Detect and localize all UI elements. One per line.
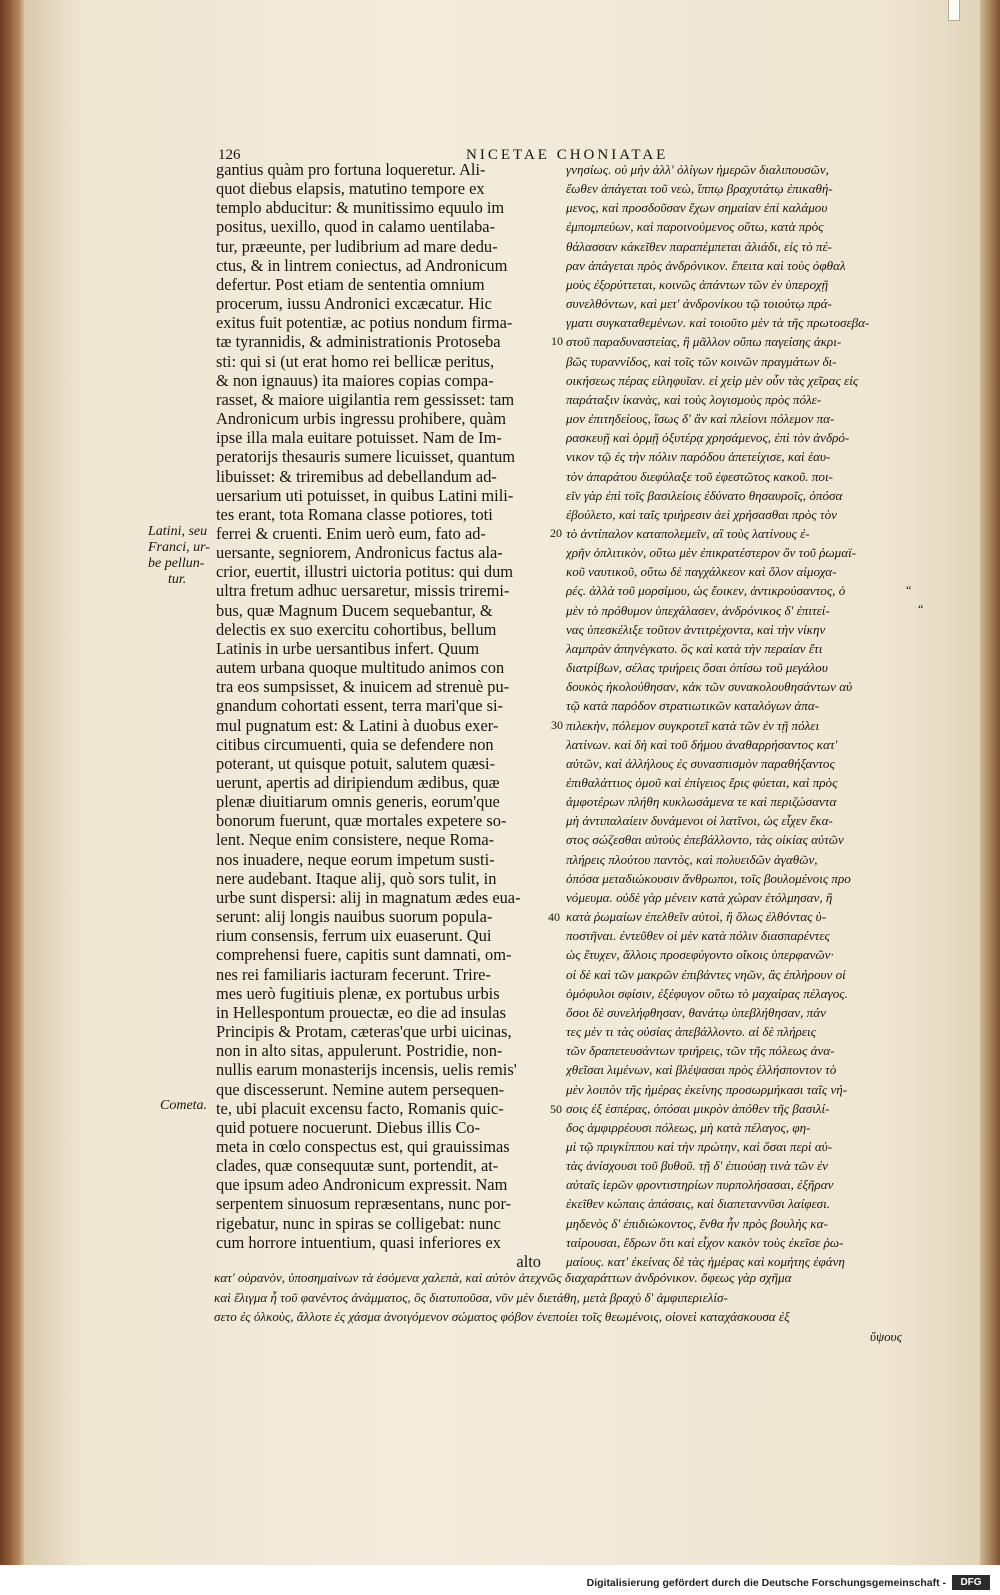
text-line: τὰς ἀνίσχουσι τοῦ βυθοῦ. τῇ δ' ἐπιούσῃ τινὰ τῶν ἐν [566, 1158, 828, 1174]
text-line: πιλεκὴν, πόλεμον συγκροτεῖ κατὰ τῶν ἐν τῇ πόλει [566, 717, 820, 733]
text-line: ultra fretum adhuc uersaretur, missis triremi- [216, 581, 510, 601]
text-line: εῖν γὰρ ἐπὶ τοῖς βασιλείοις ἐδύνατο θησαυροῖς, ὁπόσα [566, 487, 843, 503]
text-line: nullis earum monasterijs incensis, uelis remis' [216, 1060, 517, 1080]
text-line: rigebatur, nunc in spiras se colligebat: nunc [216, 1213, 501, 1233]
text-line: χθεῖσαι λιμένων, καὶ βλέψασαι πρὸς ἑλλήσποντον τὸ [566, 1062, 837, 1078]
text-line: ὁπόσα μεταδιώκουσιν ἄνθρωποι, τοῖς βουλομένοις προ [566, 870, 851, 886]
line-number: 30 [551, 718, 563, 732]
quote-mark: “ [918, 602, 924, 616]
text-line: μον ἐπιτηδείους, ἴσως δ' ἂν καὶ πλείονι πόλεμον πα- [566, 411, 835, 427]
margin-note-cometa: Cometa. [160, 1098, 208, 1113]
text-line: νόμευμα. οὐδὲ γὰρ μένειν κατὰ χώραν ἐτόλμησαν, ἢ [566, 889, 833, 905]
text-line: & non ignauus) ita maiores copias compa- [216, 370, 494, 390]
greek-column [566, 160, 902, 1270]
text-line: cum horrore intuentium, quasi inferiores ex [216, 1232, 501, 1252]
text-line: στος σώζεσθαι αὐτοὺς ἐπεβάλλοντο, τὰς οἰκίας αὐτῶν [566, 832, 844, 848]
latin-column [216, 160, 551, 1280]
text-line: ἐπιθαλάττιος ὁμοῦ καὶ ἐπίγειος ἔρις φύεται, καὶ πρὸς [566, 775, 838, 790]
text-line: θάλασσαν κάκεῖθεν παραπέμπεται ἀλιάδι, εἰς τὸ πέ- [566, 238, 833, 254]
text-line: γματι συγκαταθεμένων. καὶ τοιοῦτο μὲν τὰ τῆς πρωτοσεβα- [566, 315, 870, 331]
text-line: ἐμπομπεύων, καὶ παροινούμενος οὕτω, κατὰ πρὸς [566, 219, 824, 235]
book-spine [0, 0, 24, 1565]
text-line: ραν ἀπάγεται πρὸς ἀνδρόνικον. ἔπειτα καὶ τοὺς ὀφθαλ [566, 257, 846, 273]
footer-credit: Digitalisierung gefördert durch die Deutsche Forschungsgemeinschaft - [586, 1577, 946, 1589]
text-line: ρασκευῇ καὶ ὁρμῇ ὀξυτέρᾳ χρησάμενος, ἐπὶ τὸν ἀνδρό- [566, 430, 850, 446]
text-line: ctus, & in lintrem coniectus, ad Andronicum [216, 255, 508, 275]
text-line: βῶς τυραννίδος, καὶ τοῖς τῶν κοινῶν πραγμάτων δι- [566, 353, 837, 369]
text-line: ἀμφοτέρων πλήθη κυκλωσάμενα τε καὶ περιζώσαντα [566, 794, 837, 810]
text-line: defertur. Post etiam de sententia omnium [216, 274, 485, 294]
text-line: αὐτῶν, καὶ ἀλλήλους ἐς συνασπισμὸν παραθήξαντος [566, 755, 835, 771]
text-line: in Hellespontum prouectæ, eo die ad insulas [216, 1002, 506, 1022]
text-line: delectis ex suo exercitu cohortibus, bellum [216, 619, 497, 639]
text-line: positus, uexillo, quod in calamo uentilaba- [216, 217, 496, 237]
text-line: quot diebus elapsis, matutino tempore ex [216, 179, 485, 199]
text-line: κατὰ ῥωμαίων ἐπελθεῖν αὐτοὶ, ἢ ὅλως ἐλθόντας ὑ- [566, 909, 827, 925]
text-line: στοῦ παραδυναστείας, ἢ μᾶλλον οὔπω παγείσης ἀκρι- [566, 334, 842, 350]
text-line: γνησίως. οὐ μὴν ἀλλ' ὀλίγων ἡμερῶν διαλιπουσῶν, [566, 162, 829, 177]
text-line: σετο ἐς ὁλκοὺς, ἄλλοτε ἐς χάσμα ἀνοιγόμενον σώματος φόβον ἐνεποίει τοῖς θεωμένοις, οἱονεὶ καταχάσκουσα ἐξ [214, 1309, 790, 1324]
text-line: rasset, & maiore uigilantia rem gessisset: tam [216, 389, 515, 409]
text-line: μενος, καὶ προσδοῦσαν ἔχων σημαίαν ἐπὶ καλάμου [566, 200, 828, 216]
text-line: serpentem sinuosum repræsentans, nunc por- [216, 1194, 512, 1214]
text-line: quid potuere nocuerunt. Diebus illis Co- [216, 1117, 481, 1137]
running-title: NICETAE CHONIATAE [466, 147, 669, 163]
text-line: μοὺς ἐξορύττεται, κοινῶς ἁπάντων τῶν ἐν ὑπεροχῇ [566, 276, 829, 292]
text-line: meta in cœlo conspectus est, qui grauissimas [216, 1136, 510, 1156]
text-line: αὐταῖς ἱερῶν φροντιστηρίων πυρπολήσασαι, ἐξῆραν [566, 1177, 834, 1193]
page-edge [980, 0, 1000, 1565]
text-line: uerunt, apertis ad diripiendum ædibus, quæ [216, 773, 500, 792]
text-line: sti: qui si (ut erat homo rei bellicæ peritus, [216, 351, 495, 371]
text-line: clades, quæ consequutæ sunt, portendit, at- [216, 1156, 499, 1176]
line-number: 10 [551, 334, 563, 348]
text-line: ἐκεῖθεν κώπαις ἁπάσαις, καὶ διαπεταννῦσι λαίφεσι. [566, 1196, 831, 1212]
line-number: 20 [550, 526, 562, 540]
text-line: libuisset: & triremibus ad debellandum ad- [216, 466, 497, 486]
text-line: bonorum fuerunt, quæ mortales expetere so- [216, 811, 507, 831]
text-line: plenæ diuitiarum omnis generis, eorum'que [216, 792, 500, 812]
text-line: κατ' οὐρανὸν, ὑποσημαίνων τὰ ἐσόμενα χαλεπὰ, καὶ αὐτὸν ἀτεχνῶς διαχαράττων ἀνδρόνικον. ὄφεως γὰρ σχῆμα [214, 1270, 792, 1285]
text-line: uersarium uti potuisset, in quibus Latini mili- [216, 485, 514, 505]
line-number: 40 [548, 910, 560, 924]
text-line: procerum, iussu Andronici excæcatur. Hic [216, 294, 492, 314]
text-line: ταίρουσαι, ἔδρων ὅτι καὶ εἶχον κακὸν τοὺς ἐκεῖσε ῥω- [566, 1234, 844, 1250]
text-line: μὴ ἀντιπαλαίειν δυνάμενοι οἱ λατῖνοι, ὡς εἶχεν ἕκα- [566, 813, 833, 829]
quote-mark: “ [906, 583, 912, 597]
text-line: non in alto sitas, appulerunt. Postridie, non- [216, 1041, 503, 1061]
text-line: tes erant, tota Romana classe potiores, toti [216, 504, 493, 524]
page-marker-tab [948, 0, 960, 21]
dfg-logo: DFG [952, 1575, 990, 1590]
text-line: τες μὲν τι τὰς οὐσίας ἀπεβάλλοντο. αἱ δὲ πλήρεις [566, 1024, 816, 1040]
text-line: ρές. ἀλλὰ τοῦ μορσίμου, ὡς ἔοικεν, ἀντικρούσαντος, ὁ [566, 583, 846, 599]
text-line: Principis & Protam, cæteras'que urbi uicinas, [216, 1022, 512, 1042]
text-line: δουκὸς ἠκολούθησαν, κἀκ τῶν συνακολουθησάντων αὐ [566, 679, 853, 695]
text-line: rium consensis, ferrum uix euaserunt. Qui [216, 926, 492, 946]
text-line: μὲν λοιπὸν τῆς ἡμέρας ἐκείνης προσωρμήκασι ταῖς νή- [566, 1081, 848, 1097]
text-line: τὸν ἀπαράτου διεφύλαξε τοῦ ἐφεστῶτος κακοῦ. ποι- [566, 468, 833, 484]
text-line: lent. Neque enim consistere, neque Roma- [216, 830, 495, 850]
text-line: μαίους. κατ' ἐκείνας δὲ τὰς ἡμέρας καὶ κομήτης ἐφάνη [566, 1253, 845, 1269]
text-line: καὶ ἕλιγμα ἦ τοῦ φανέντος ἀνάμματος, ὃς διατυποῦσα, νῦν μὲν διετάθη, μετὰ βραχὺ δ' ἀμφιπεριελίσ- [214, 1289, 728, 1305]
text-line: νας ὑπεσκέλιξε τοῦτον ἀντιτρέχοντα, καὶ τὴν νίκην [566, 621, 826, 637]
text-line: κοῦ ναυτικοῦ, οὕτω δὲ παγχάλκεον καὶ ὅλον αἱμοχα- [566, 564, 837, 580]
text-line: παράταξιν ἱκανὰς, καὶ τοὺς λογισμοὺς πρὸς πόλε- [566, 391, 822, 407]
text-line: peratorijs thesauris sumere licuisset, quantum [216, 447, 516, 467]
text-line: poterant, ut quisque potuit, salutem quæsi- [216, 753, 496, 773]
text-line: alto [516, 1251, 541, 1271]
text-line: que discesserunt. Nemine autem persequen- [216, 1079, 505, 1099]
text-line: Andronicum urbis ingressu prohibere, quàm [216, 409, 506, 429]
text-line: bus, quæ Magnum Ducem sequebantur, & [216, 600, 493, 620]
text-line: comprehensi fuere, capitis sunt damnati, om- [216, 945, 512, 965]
line-number: 50 [550, 1102, 562, 1116]
text-line: οικήσεως πέρας εἰληφυῖαν. εἰ χεὶρ μὲν οὖν τὰς χεῖρας εἰς [566, 372, 859, 388]
text-line: μηδενὸς δ' ἐπιδιώκοντος, ἔνθα ἦν πρὸς βουλὴς κα- [566, 1215, 828, 1231]
text-line: ποστῆναι. ἐντεῦθεν οἱ μὲν κατὰ πόλιν διασπαρέντες [566, 928, 830, 944]
text-line: que ipsum adeo Andronicum expressit. Nam [216, 1175, 508, 1195]
text-line: mul pugnatum est: & Latini à duobus exer- [216, 715, 499, 735]
text-line: ὕψους [869, 1328, 902, 1344]
text-line: mes uerò fugitiuis plenæ, ex portubus urbis [216, 983, 500, 1003]
text-line: πλήρεις πλούτου παντὸς, καὶ πολυειδῶν ἀγαθῶν, [566, 851, 818, 867]
text-line: nere audebant. Itaque alij, quò sors tulit, in [216, 868, 497, 888]
text-line: crior, euertit, illustri uictoria potitus: qui dum [216, 562, 514, 582]
text-line: ὡς ἔτυχεν, ἄλλοις προσεφύγοντο οἴκοις ὑπερφανῶν· [566, 947, 834, 963]
text-line: λατίνων. καὶ δὴ καὶ τοῦ δήμου ἀναθαρρήσαντος κατ' [566, 736, 838, 752]
text-line: gnandum cohortati essent, terra mari'que si- [216, 696, 503, 716]
text-line: te, ubi placuit excensu facto, Romanis quic- [216, 1098, 504, 1118]
text-line: tæ tyrannidis, & administrationis Protoseba [216, 332, 501, 352]
text-line: λαμπρὰν ἀπηνέγκατο. ὃς καὶ κατὰ τὴν περαίαν ἔτι [566, 640, 823, 656]
text-line: συνελθόντων, καὶ μετ' ἀνδρονίκου τῷ τοιούτῳ πρά- [566, 296, 832, 312]
text-line: gantius quàm pro fortuna loqueretur. Ali- [216, 160, 486, 179]
text-line: uersante, segniorem, Andronicus factus ala- [216, 543, 503, 563]
text-line: μὲν τὸ πρόθυμον ὑπεχάλασεν, ἀνδρόνικος δ' ἐπιτεί- [566, 602, 830, 618]
text-line: Latinis in urbe uersantibus infert. Quum [216, 638, 480, 658]
text-line: serunt: alij longis nauibus suorum popula- [216, 907, 493, 927]
greek-bottom-block [214, 1268, 904, 1346]
text-line: autem urbana quoque multitudo animos con [216, 658, 505, 678]
text-line: nes rei familiaris iacturam fecerunt. Trire- [216, 964, 491, 984]
text-line: ipse illa mala euitare potuisset. Nam de Im- [216, 428, 502, 448]
page-number: 126 [218, 147, 241, 163]
text-line: urbe sunt dispersi: alij in magnatum ædes eua- [216, 887, 521, 907]
text-line: tur, præeunte, per ludibrium ad mare dedu- [216, 236, 498, 256]
text-line: τῷ κατὰ παρόδον στρατιωτικῶν καταλόγων ἀπα- [566, 698, 820, 714]
text-line: ἕωθεν ἀπάγεται τοῦ νεὼ, ἵππῳ βραχυτάτῳ ἐπικαθή- [566, 181, 833, 197]
text-line: δος ἀμφιρρέουσι πόλεως, μὴ κατὰ πέλαγος, φη- [566, 1119, 811, 1135]
text-line: τῶν δραπετευσάντων τριήρεις, τῶν τῆς πόλεως ἀνα- [566, 1043, 835, 1059]
text-line: ferrei & cruenti. Enim uerò eum, fato ad- [216, 523, 486, 543]
text-line: exitus fuit potentiæ, ac potius nondum firma- [216, 313, 513, 333]
text-line: τὸ ἀντίπαλον καταπολεμεῖν, αἳ τοὺς λατίνους ἐ- [566, 525, 810, 541]
text-line: citibus circumuenti, quia se defendere non [216, 734, 494, 754]
text-line: ἐβούλετο, καὶ ταῖς τριήρεσιν ἀεὶ χρήσασθαι πρὸς τὸν [566, 506, 837, 522]
text-line: ὅσοι δὲ συνελήφθησαν, θανάτῳ ὑπεβλήθησαν, πάν [566, 1004, 826, 1020]
margin-note-latini: Latini, seu Franci, ur- be pellun- tur. [148, 524, 210, 587]
text-line: νικον τῷ ἐς τὴν πόλιν παρόδου ἀπετείχισε, καὶ ἑαυ- [566, 449, 831, 465]
text-line: διατρίβων, σέλας τριήρεις ὅσαι ὀπίσω τοῦ μεγάλου [566, 660, 828, 676]
text-line: ὁμόφυλοι σφίσιν, ἐξέφυγον οὕτω τὸ μαχαίρας πέλαγος. [566, 985, 848, 1001]
text-line: οἱ δὲ καὶ τῶν μακρῶν ἐπιβάντες νηῶν, ἃς ἐπλήρουν οἱ [566, 966, 846, 982]
text-line: templo abducitur: & munitissimo equulo im [216, 198, 505, 218]
text-line: μὶ τῷ πριγκίππου καὶ τὴν πρώτην, καὶ ὅσαι περὶ αὐ- [566, 1138, 833, 1154]
text-line: nos inuadere, neque eorum impetum susti- [216, 849, 495, 869]
text-line: tra eos sumpsisset, & inuicem ad strenuè pu- [216, 677, 510, 697]
text-line: σοις ἐξ ἑσπέρας, ὁπόσαι μικρὸν ἀπόθεν τῆς βασιλί- [566, 1100, 830, 1116]
text-line: χρῆν ὁπλιτικὸν, οὕτω μὲν ἐπικρατέστερον ὂν τοῦ ῥωμαϊ- [566, 545, 857, 561]
